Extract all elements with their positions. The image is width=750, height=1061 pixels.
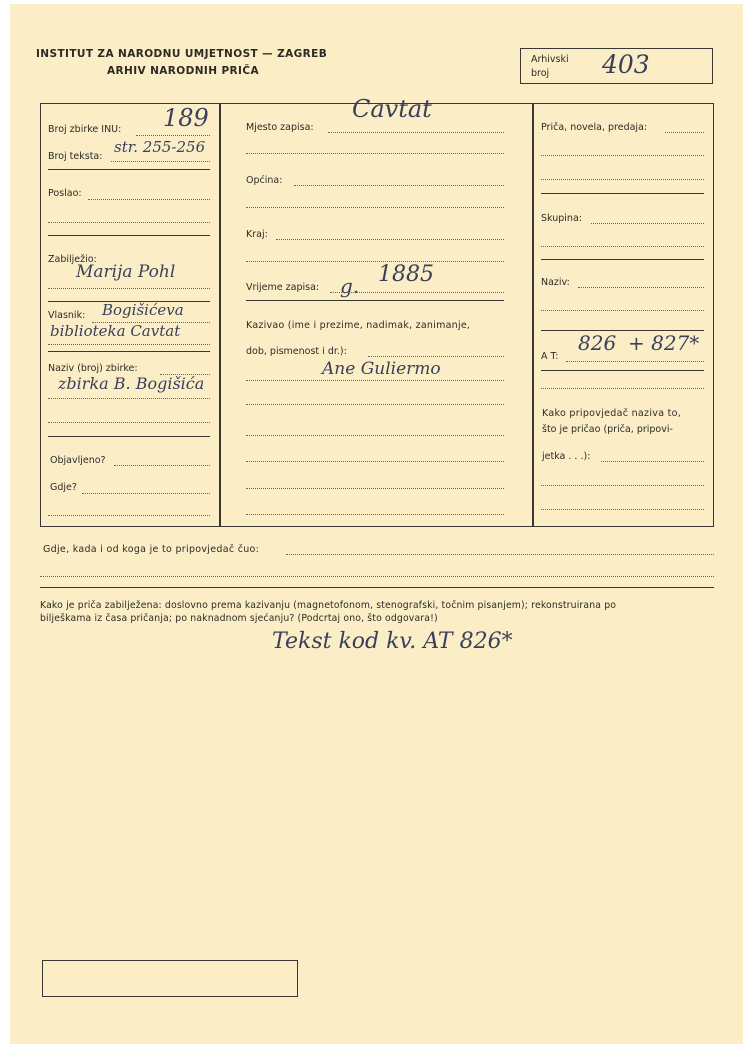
prica-line-3 (541, 179, 704, 180)
vlasnik-line-2 (48, 344, 210, 345)
poslao-line-1 (88, 199, 210, 200)
kazivao-line-7 (246, 514, 504, 515)
column-divider-1 (219, 103, 221, 527)
vrijeme-value-2: 1885 (378, 262, 434, 287)
right-sep-4 (541, 370, 704, 371)
at-value-2: + 827* (628, 331, 700, 355)
objavljeno-line (114, 465, 210, 466)
vlasnik-value-1: Bogišićeva (102, 301, 184, 319)
naziv-zbirke-line-2 (48, 398, 210, 399)
archive-label-2: broj (531, 68, 550, 79)
objavljeno-label: Objavljeno? (50, 455, 106, 466)
middle-sep (246, 300, 504, 301)
vrijeme-value-1: g. (340, 274, 360, 298)
kako-naziva-label-1: Kako pripovjedač naziva to, (542, 408, 682, 419)
gdje-line-1 (82, 493, 210, 494)
opcina-line-1 (294, 185, 504, 186)
archive-title: ARHIV NARODNIH PRIČA (107, 65, 259, 77)
vlasnik-value-2: biblioteka Cavtat (50, 322, 181, 340)
kazivao-line-1 (368, 356, 504, 357)
naziv-line-2 (541, 310, 704, 311)
kraj-label: Kraj: (246, 229, 268, 240)
left-sep-5 (48, 436, 210, 437)
kako-line-1 (601, 461, 704, 462)
prica-line-1 (665, 132, 704, 133)
zabiljezio-value: Marija Pohl (76, 262, 176, 282)
prica-label: Priča, novela, predaja: (541, 122, 648, 133)
kazivao-line-4 (246, 435, 504, 436)
kazivao-label-1: Kazivao (ime i prezime, nadimak, zanimanje, (246, 320, 471, 331)
skupina-label: Skupina: (541, 213, 582, 224)
naziv-zbirke-label: Naziv (broj) zbirke: (48, 363, 138, 374)
naziv-label: Naziv: (541, 277, 570, 288)
column-divider-2 (532, 103, 534, 527)
gdje-kada-line-2 (40, 576, 714, 577)
naziv-line-1 (578, 287, 704, 288)
kazivao-label-2: dob, pismenost i dr.): (246, 346, 347, 357)
kako-naziva-label-3: jetka . . .): (542, 451, 591, 462)
naziv-zbirke-value: zbirka B. Bogišića (58, 374, 205, 393)
broj-teksta-line (111, 161, 210, 162)
vrijeme-label: Vrijeme zapisa: (246, 282, 320, 293)
mjesto-value: Cavtat (352, 95, 432, 123)
kazivao-line-6 (246, 488, 504, 489)
vrijeme-line (330, 292, 504, 293)
gdje-kada-line-1 (286, 554, 714, 555)
zabiljezio-line (48, 288, 210, 289)
handwritten-note: Tekst kod kv. AT 826* (272, 629, 513, 654)
broj-zbirke-label: Broj zbirke INU: (48, 124, 122, 135)
institute-title: INSTITUT ZA NARODNU UMJETNOST — ZAGREB (36, 48, 328, 60)
left-sep-2 (48, 235, 210, 236)
right-sep-2 (541, 259, 704, 260)
kako-zabiljezena-line-1: Kako je priča zabilježena: doslovno prema kazivanju (magnetofonom, stenografski, točnim pisanjem); rekonstruirana po (40, 600, 617, 611)
kraj-line-2 (246, 261, 504, 262)
bottom-empty-box (42, 960, 298, 997)
skupina-line-1 (591, 223, 704, 224)
broj-teksta-label: Broj teksta: (48, 151, 103, 162)
gdje-label: Gdje? (50, 482, 77, 493)
at-label: A T: (541, 351, 559, 362)
zabiljezio-label: Zabilježio: (48, 254, 97, 265)
gdje-kada-label: Gdje, kada i od koga je to pripovjedač čuo: (43, 544, 260, 555)
at-value-1: 826 (578, 331, 617, 355)
poslao-line-2 (48, 222, 210, 223)
kako-line-3 (541, 509, 704, 510)
broj-teksta-value: str. 255-256 (114, 138, 206, 156)
left-sep-4 (48, 351, 210, 352)
bottom-sep (40, 587, 714, 588)
kako-zabiljezena-line-2: bilješkama iz časa pričanja; po naknadnom sjećanju? (Podcrtaj ono, što odgovara!) (40, 613, 438, 624)
kako-naziva-label-2: što je pričao (priča, pripovi- (542, 424, 673, 435)
kazivao-line-5 (246, 461, 504, 462)
prica-line-2 (541, 155, 704, 156)
vlasnik-label: Vlasnik: (48, 310, 86, 321)
right-sep-1 (541, 193, 704, 194)
archive-label-1: Arhivski (531, 54, 569, 65)
kako-line-2 (541, 485, 704, 486)
gdje-line-2 (48, 515, 210, 516)
right-blank-line (541, 388, 704, 389)
broj-zbirke-value: 189 (163, 104, 209, 132)
form-sheet (10, 4, 743, 1044)
mjesto-label: Mjesto zapisa: (246, 122, 314, 133)
opcina-line-2 (246, 207, 504, 208)
mjesto-line-1 (328, 132, 504, 133)
kazivao-line-3 (246, 404, 504, 405)
archive-number-value: 403 (602, 50, 650, 79)
left-sep-1 (48, 169, 210, 170)
at-line (566, 361, 704, 362)
kraj-line-1 (276, 239, 504, 240)
opcina-label: Općina: (246, 175, 283, 186)
broj-zbirke-line (136, 135, 210, 136)
poslao-label: Poslao: (48, 188, 82, 199)
naziv-zbirke-line-3 (48, 422, 210, 423)
kazivao-line-2 (246, 380, 504, 381)
mjesto-line-2 (246, 153, 504, 154)
kazivao-value: Ane Guliermo (322, 359, 441, 379)
skupina-line-2 (541, 246, 704, 247)
